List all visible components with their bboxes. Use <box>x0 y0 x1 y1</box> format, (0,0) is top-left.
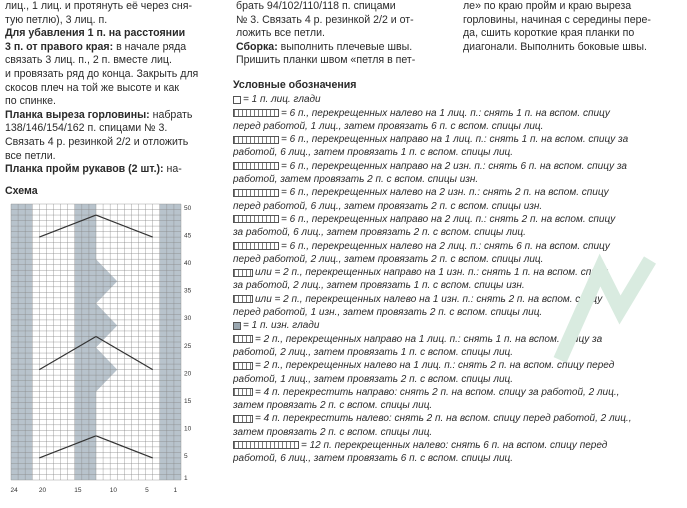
legend-row <box>233 146 683 159</box>
legend-text: = 1 п. изн. глади <box>243 320 320 332</box>
legend-symbol-icon <box>233 189 279 197</box>
row-tick-label: 50 <box>184 204 192 212</box>
col-tick-label: 5 <box>145 487 149 494</box>
legend-row <box>233 386 683 399</box>
legend-row <box>233 399 683 412</box>
col-tick-label: 24 <box>10 487 18 494</box>
row-tick-label: 5 <box>184 453 188 461</box>
legend-text: перед работой, 2 лиц., затем провязать 2 п. с вспом. спицы лиц. <box>233 253 544 265</box>
text-line: диагонали. Выполнить боковые швы. <box>463 40 647 53</box>
legend-text: = 6 п., перекрещенных направо на 1 лиц. п.: снять 1 п. на вспом. спицу за <box>281 134 629 146</box>
text-line: Планка пройм рукавов (2 шт.): на- <box>5 163 182 176</box>
row-tick-label: 15 <box>184 397 192 405</box>
legend-symbol-icon <box>233 415 253 423</box>
legend-text: за работой, 6 лиц., затем провязать 2 п. с вспом. спицы лиц. <box>233 227 526 239</box>
legend-text: = 6 п., перекрещенных направо на 2 изн. п.: снять 6 п. на вспом. спицу за <box>281 160 627 172</box>
text-line: и провязать ряд до конца. Закрыть для <box>5 67 199 80</box>
legend-row <box>233 426 683 439</box>
legend-symbol-icon <box>233 136 279 144</box>
legend-symbol-icon <box>233 362 253 370</box>
legend-text: = 4 п. перекрестить направо: снять 2 п. на вспом. спицу за работой, 2 лиц., <box>255 386 620 398</box>
text-line: все петли. <box>5 149 56 162</box>
text-column-2 <box>236 0 458 68</box>
legend-row <box>233 133 683 146</box>
legend-text: работой, 2 лиц., затем провязать 1 п. с вспом. спицы лиц. <box>233 346 514 358</box>
row-tick-label: 25 <box>184 342 192 350</box>
knitting-chart <box>3 198 203 508</box>
legend-text: перед работой, 6 лиц., затем провязать 2 п. с вспом. спицы изн. <box>233 200 543 212</box>
text-line: № 3. Связать 4 р. резинкой 2/2 и от- <box>236 13 414 26</box>
text-line: лиц., 1 лиц. и протянуть её через сня- <box>5 0 192 12</box>
legend-symbol-icon <box>233 295 253 303</box>
legend-text: работой, 6 лиц., затем провязать 1 п. с вспом. спицы лиц. <box>233 147 514 159</box>
row-tick-label: 30 <box>184 315 192 323</box>
legend-row <box>233 452 683 465</box>
legend-symbol-icon <box>233 215 279 223</box>
legend-text: работой, 6 лиц., затем провязать 6 п. с вспом. спицы лиц. <box>233 453 514 465</box>
legend-text: перед работой, 1 изн., затем провязать 2 п. с вспом. спицы лиц. <box>233 307 543 319</box>
legend-row <box>233 93 683 106</box>
text-line: ле» по краю пройм и краю выреза <box>463 0 632 12</box>
legend-title: Условные обозначения <box>233 79 357 91</box>
text-line: Для убавления 1 п. на расстоянии <box>5 27 186 40</box>
chart-label: Схема <box>5 185 38 197</box>
legend-row <box>233 226 683 239</box>
legend-row <box>233 160 683 173</box>
text-line: да, сшить короткие края планки по <box>463 27 635 40</box>
text-line: горловины, начиная с середины пере- <box>463 13 651 26</box>
legend-row <box>233 213 683 226</box>
legend-row <box>233 107 683 120</box>
legend-text: работой, 1 лиц., затем провязать 2 п. с вспом. спицы лиц. <box>233 373 514 385</box>
legend-row <box>233 439 683 452</box>
text-line: 138/146/154/162 п. спицами № 3. <box>5 122 168 135</box>
text-line: Сборка: выполнить плечевые швы. <box>236 40 413 53</box>
text-line: ложить все петли. <box>236 27 325 40</box>
text-column-3 <box>463 0 685 54</box>
text-column-1 <box>5 0 223 177</box>
legend-row <box>233 412 683 425</box>
text-line: брать 94/102/110/118 п. спицами <box>236 0 396 12</box>
legend-text: = 6 п., перекрещенных налево на 2 изн. п.: снять 2 п. на вспом. спицу <box>281 187 609 199</box>
legend-text: = 1 п. лиц. глади <box>243 94 321 106</box>
legend-text: = 4 п. перекрестить налево: снять 2 п. на вспом. спицу перед работой, 2 лиц., <box>255 413 632 425</box>
legend-row <box>233 200 683 213</box>
text-line: Связать 4 р. резинкой 2/2 и отложить <box>5 135 189 148</box>
text-line: связать 3 лиц. п., 2 п. вместе лиц. <box>5 54 172 67</box>
legend-text: или = 2 п., перекрещенных направо на 1 изн. п.: снять 1 п. на вспом. спицу <box>255 267 608 279</box>
legend-symbol-icon <box>233 269 253 277</box>
row-tick-label: 45 <box>184 232 192 240</box>
legend-symbol-icon <box>233 335 253 343</box>
legend-symbol-icon <box>233 388 253 396</box>
col-tick-label: 1 <box>173 487 178 494</box>
col-tick-label: 10 <box>109 487 117 494</box>
legend-text: за работой, 2 лиц., затем провязать 1 п. с вспом. спицы изн. <box>233 280 525 292</box>
legend-text: = 2 п., перекрещенных налево на 1 лиц. п.: снять 2 п. на вспом. спицу перед <box>255 360 615 372</box>
legend-symbol-icon <box>233 162 279 170</box>
legend-text: = 6 п., перекрещенных налево на 1 лиц. п.: снять 1 п. на вспом. спицу <box>281 107 610 119</box>
legend-text: работой, затем провязать 2 п. с вспом. спицы изн. <box>233 174 479 186</box>
row-tick-label: 10 <box>184 425 192 433</box>
text-line: по спинке. <box>5 95 56 108</box>
decorative-watermark <box>540 250 680 380</box>
text-line: Планка выреза горловины: набрать <box>5 108 193 121</box>
legend-text: перед работой, 1 лиц., затем провязать 6 п. с вспом. спицы лиц. <box>233 120 544 132</box>
col-tick-label: 20 <box>38 487 47 494</box>
legend-text: = 6 п., перекрещенных налево на 2 лиц. п.: снять 6 п. на вспом. спицу <box>281 240 610 252</box>
row-tick-label: 35 <box>184 287 192 295</box>
legend-text: или = 2 п., перекрещенных налево на 1 изн. п.: снять 2 п. на вспом. спицу <box>255 293 603 305</box>
legend-text: = 6 п., перекрещенных направо на 2 лиц. п.: снять 2 п. на вспом. спицу <box>281 213 616 225</box>
legend-symbol-icon <box>233 96 241 104</box>
legend-symbol-icon <box>233 441 299 449</box>
legend-row <box>233 186 683 199</box>
legend-row <box>233 120 683 133</box>
text-line: 3 п. от правого края: в начале ряда <box>5 40 187 53</box>
legend-symbol-icon <box>233 322 241 330</box>
legend-text: = 12 п. перекрещенных налево: снять 6 п. на вспом. спицу перед <box>301 440 608 452</box>
text-line: тую петлю), 3 лиц. п. <box>5 13 108 26</box>
legend-text: = 2 п., перекрещенных направо на 1 лиц. п.: снять 1 п. на вспом. спицу за <box>255 333 603 345</box>
row-tick-label: 20 <box>184 370 192 378</box>
text-line: скосов плеч на той же высоте и как <box>5 81 179 94</box>
legend-row <box>233 173 683 186</box>
legend-text: затем провязать 2 п. с вспом. спицы лиц. <box>233 426 433 438</box>
row-tick-label: 40 <box>184 259 192 267</box>
row-tick-label: 1 <box>184 475 188 483</box>
col-tick-label: 15 <box>74 487 82 494</box>
legend-text: затем провязать 2 п. с вспом. спицы лиц. <box>233 400 433 412</box>
legend-symbol-icon <box>233 242 279 250</box>
text-line: Пришить планки швом «петля в пет- <box>236 54 416 67</box>
legend-symbol-icon <box>233 109 279 117</box>
